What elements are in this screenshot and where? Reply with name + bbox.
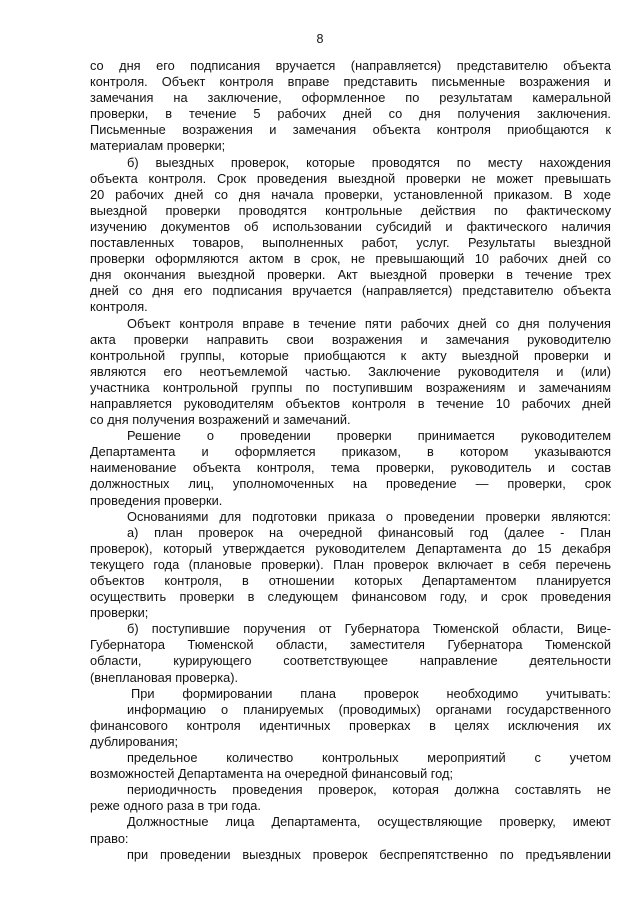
text-line: дублирования;: [90, 733, 179, 749]
text-line: а) план проверок на очередной финансовый год (далее - План: [127, 524, 611, 540]
text-line: проверок), который утверждается руководителем Департамента до 15 декабря: [90, 540, 611, 556]
text-line: (внеплановая проверка).: [90, 669, 239, 685]
page-number: 8: [316, 32, 324, 46]
text-line: б) поступившие поручения от Губернатора Тюменской области, Вице-: [127, 621, 611, 637]
text-line: замечания на заключение, оформленное по результатам камеральной: [90, 90, 611, 106]
text-line: Объект контроля вправе в течение пяти рабочих дней со дня получения: [127, 315, 611, 331]
text-line: должностных лиц, уполномоченных на проведение — проверки, срок: [90, 476, 611, 492]
text-line: контрольной группы, которые приобщаются к акту выездной проверки и: [90, 347, 611, 363]
text-line: наименование объекта контроля, тема проверки, руководитель и состав: [90, 460, 611, 476]
text-line: текущего года (плановые проверки). План проверок включает в себя перечень: [90, 556, 611, 572]
text-line: осуществить проверки в следующем финансовом году, и срок проведения: [90, 589, 611, 605]
text-line: объектов контроля, в отношении которых Департаментом планируется: [90, 573, 611, 588]
text-line: участника контрольной группы по поступившим возражениям и замечаниям: [90, 379, 611, 395]
text-line: Основаниями для подготовки приказа о проведении проверки являются:: [127, 508, 611, 524]
text-line: финансового контроля идентичных проверках в целях исключения их: [90, 717, 611, 733]
text-line: 20 рабочих дней со дня начала проверки, установленной приказом. В ходе: [90, 186, 611, 202]
text-line: материалам проверки;: [90, 138, 226, 154]
text-line: изучению документов об использовании субсидий и фактического наличия: [90, 218, 611, 234]
text-line: б) выездных проверок, которые проводятся по месту нахождения: [127, 154, 611, 170]
text-line: объекта контроля. Срок проведения выездной проверки не может превышать: [90, 170, 611, 186]
text-line: контроля.: [90, 299, 148, 315]
text-line: периодичность проведения проверок, которая должна составлять не: [127, 782, 611, 798]
text-line: являются его неотъемлемой частью. Заключение руководителя и (или): [90, 363, 611, 379]
text-line: реже одного раза в три года.: [90, 798, 261, 814]
text-line: Департамента и оформляется приказом, в котором указываются: [90, 444, 611, 460]
text-line: проведения проверки.: [90, 492, 223, 508]
text-line: информацию о планируемых (проводимых) органами государственного: [127, 701, 611, 717]
text-line: со дня его подписания вручается (направляется) представителю объекта: [90, 58, 611, 73]
text-line: предельное количество контрольных мероприятий с учетом: [127, 750, 611, 766]
text-line: Письменные возражения и замечания объекта контроля приобщаются к: [90, 122, 611, 138]
text-line: области, курирующего соответствующее направление деятельности: [90, 653, 611, 669]
text-line: Решение о проведении проверки принимается руководителем: [127, 428, 611, 444]
text-line: возможностей Департамента на очередной финансовый год;: [90, 766, 454, 782]
text-line: при проведении выездных проверок беспрепятственно по предъявлении: [127, 846, 611, 862]
text-line: поставленных товаров, выполненных работ, услуг. Результаты выездной: [90, 235, 611, 251]
text-line: проверки оформляются актом в срок, не превышающий 10 рабочих дней со: [90, 251, 611, 267]
text-line: со дня получения возражений и замечаний.: [90, 412, 351, 428]
text-line: направляется руководителям объектов контроля в течение 10 рабочих дней: [90, 395, 611, 411]
text-line: дня окончания выездной проверки. Акт выездной проверки в течение трех: [90, 267, 611, 283]
text-line: Должностные лица Департамента, осуществляющие проверку, имеют: [127, 814, 611, 830]
text-line: право:: [90, 830, 129, 846]
text-line: Губернатора Тюменской области, заместителя Губернатора Тюменской: [90, 637, 611, 653]
text-line: При формировании плана проверок необходимо учитывать:: [131, 685, 611, 701]
text-line: контроля. Объект контроля вправе представить письменные возражения и: [90, 74, 611, 90]
text-line: проверки;: [90, 605, 149, 621]
text-line: выездной проверки проводятся контрольные действия по фактическому: [90, 202, 611, 218]
text-line: акта проверки направить свои возражения и замечания руководителю: [90, 331, 611, 347]
document-body: [90, 58, 611, 863]
text-line: дней со дня его подписания вручается (направляется) представителю объекта: [90, 283, 611, 299]
text-line: проверки, в течение 5 рабочих дней со дня получения заключения.: [90, 106, 611, 122]
